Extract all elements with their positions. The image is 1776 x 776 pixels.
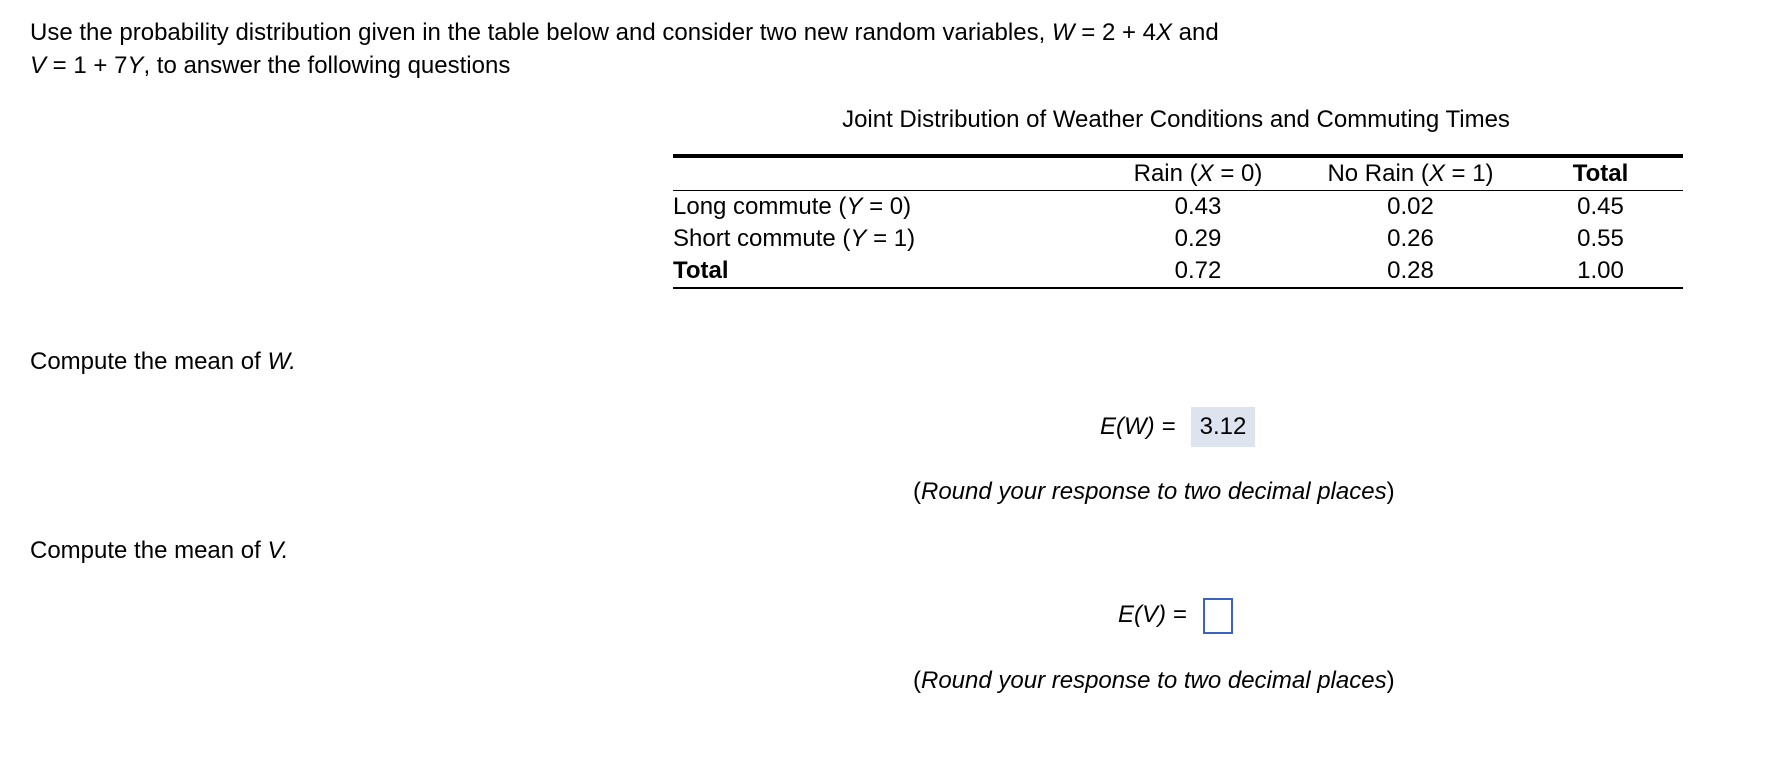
row-label-long-commute: Long commute (Y = 0) xyxy=(673,193,912,220)
header-no-rain: No Rain (X = 1) xyxy=(1303,156,1518,191)
v-expr: = 1 + 7 xyxy=(46,52,128,79)
w-expr: 2 + 4 xyxy=(1101,19,1156,46)
cell-long-rain: 0.43 xyxy=(1174,193,1222,220)
table-row xyxy=(673,223,1683,255)
problem-intro xyxy=(30,16,1219,82)
and-text: and xyxy=(1172,19,1219,46)
cell-total-rain: 0.72 xyxy=(1174,257,1222,284)
answer-2-label: E(V) = xyxy=(1118,601,1187,628)
w-equals: = xyxy=(1074,19,1102,46)
intro-rest: , to answer the following questions xyxy=(143,52,511,79)
header-empty xyxy=(673,156,1093,191)
cell-total-total: 1.00 xyxy=(1577,257,1624,284)
answer-1-field[interactable]: 3.12 xyxy=(1191,407,1255,447)
cell-short-norain: 0.26 xyxy=(1387,225,1434,252)
answer-2-input[interactable] xyxy=(1203,598,1233,634)
cell-short-rain: 0.29 xyxy=(1174,225,1222,252)
intro-text: Use the probability distribution given in the table below and consider two new random variables, xyxy=(30,19,1052,46)
row-label-total: Total xyxy=(673,257,729,284)
var-y: Y xyxy=(127,52,144,79)
intro-line-1 xyxy=(30,16,1219,49)
table-row xyxy=(673,191,1683,224)
table-row xyxy=(673,255,1683,288)
row-label-short-commute: Short commute (Y = 1) xyxy=(673,225,916,252)
answer-1-label: E(W) = xyxy=(1100,413,1176,440)
joint-distribution-table xyxy=(673,154,1683,289)
intro-line-2 xyxy=(30,49,1219,82)
var-x: X xyxy=(1155,19,1172,46)
header-rain: Rain (X = 0) xyxy=(1093,156,1303,191)
question-1-prompt: Compute the mean of W. xyxy=(30,348,296,375)
var-w: W xyxy=(1051,19,1075,46)
rounding-hint-2: (Round your response to two decimal places) xyxy=(913,667,1395,694)
table-caption: Joint Distribution of Weather Conditions and Commuting Times xyxy=(842,106,1510,133)
cell-long-total: 0.45 xyxy=(1577,193,1624,220)
var-v: V xyxy=(30,52,47,79)
cell-long-norain: 0.02 xyxy=(1387,193,1434,220)
rounding-hint-1: (Round your response to two decimal places) xyxy=(913,478,1395,505)
cell-short-total: 0.55 xyxy=(1577,225,1624,252)
question-2-prompt: Compute the mean of V. xyxy=(30,537,289,564)
table-header-row xyxy=(673,156,1683,191)
header-total: Total xyxy=(1518,156,1683,191)
cell-total-norain: 0.28 xyxy=(1387,257,1434,284)
